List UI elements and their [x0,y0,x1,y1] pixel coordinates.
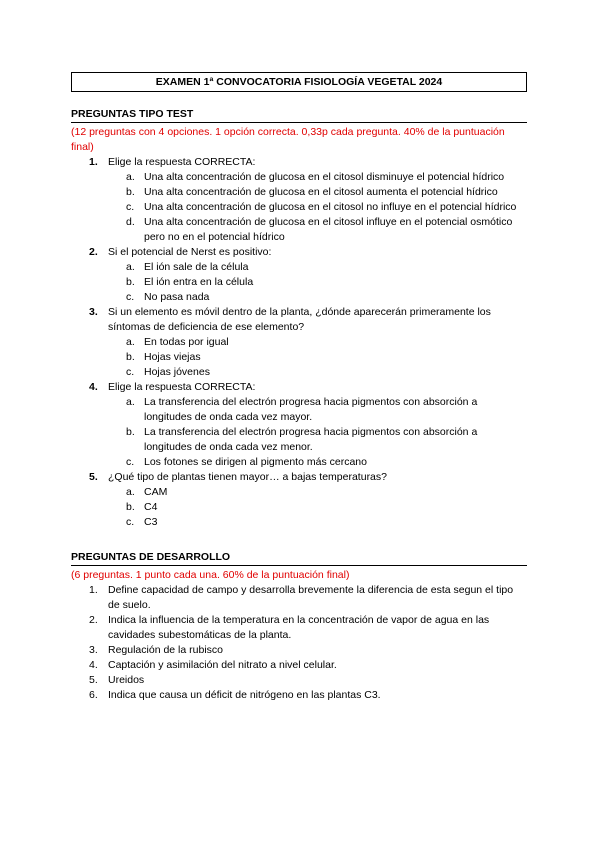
dev-section-note: (6 preguntas. 1 punto cada una. 60% de la puntuación final) [71,569,350,581]
dev-question-list [71,583,527,703]
question-number: 5. [89,674,98,686]
question-text: Si un elemento es móvil dentro de la planta, ¿dónde aparecerán primeramente los síntomas de deficiencia de ese elemento? [108,306,491,333]
option-letter: b. [126,186,135,198]
question-number: 6. [89,689,98,701]
answer-option [71,350,527,365]
option-text: La transferencia del electrón progresa hacia pigmentos con absorción a longitudes de onda cada vez mayor. [144,396,478,423]
dev-question [71,688,527,703]
question-text: Indica la influencia de la temperatura en la concentración de vapor de agua en las cavidades subestomáticas de la planta. [108,614,490,641]
test-section-heading: PREGUNTAS TIPO TEST [71,107,527,123]
question-number: 2. [89,614,98,626]
question-text: Captación y asimilación del nitrato a nivel celular. [108,659,337,671]
question-text: Indica que causa un déficit de nitrógeno en las plantas C3. [108,689,381,701]
option-letter: a. [126,486,135,498]
question-number: 4. [89,381,98,393]
question-text: Si el potencial de Nerst es positivo: [108,246,272,258]
option-text: La transferencia del electrón progresa hacia pigmentos con absorción a longitudes de onda cada vez menor. [144,426,478,453]
option-text: El ión entra en la célula [144,276,254,288]
option-text: Una alta concentración de glucosa en el citosol influye en el potencial osmótico pero no en el potencial hídrico [144,216,513,243]
option-letter: d. [126,216,135,228]
dev-question [71,613,527,643]
test-question [71,380,527,395]
option-text: CAM [144,486,168,498]
question-text: Ureidos [108,674,145,686]
option-letter: b. [126,501,135,513]
question-number: 1. [89,156,98,168]
test-question [71,155,527,170]
option-letter: c. [126,366,135,378]
test-question [71,470,527,485]
answer-option [71,455,527,470]
option-text: Una alta concentración de glucosa en el citosol aumenta el potencial hídrico [144,186,498,198]
answer-option [71,200,527,215]
option-text: Una alta concentración de glucosa en el citosol no influye en el potencial hídrico [144,201,517,213]
test-question-list [71,155,527,530]
option-letter: a. [126,336,135,348]
option-letter: c. [126,201,135,213]
option-letter: a. [126,396,135,408]
answer-option [71,425,527,455]
option-letter: b. [126,426,135,438]
option-letter: a. [126,261,135,273]
question-number: 3. [89,644,98,656]
option-text: Una alta concentración de glucosa en el citosol disminuye el potencial hídrico [144,171,505,183]
option-text: Hojas jóvenes [144,366,210,378]
question-text: Define capacidad de campo y desarrolla brevemente la diferencia de esta segun el tipo de suelo. [108,584,514,611]
option-text: El ión sale de la célula [144,261,249,273]
option-letter: c. [126,291,135,303]
option-letter: c. [126,516,135,528]
test-question [71,305,527,335]
answer-option [71,290,527,305]
option-text: C4 [144,501,158,513]
dev-question [71,643,527,658]
question-text: Elige la respuesta CORRECTA: [108,381,256,393]
question-text: Regulación de la rubisco [108,644,223,656]
dev-question [71,658,527,673]
dev-question [71,673,527,688]
answer-option [71,365,527,380]
answer-option [71,215,527,245]
test-section-note: (12 preguntas con 4 opciones. 1 opción correcta. 0,33p cada pregunta. 40% de la puntuación final) [71,126,505,153]
option-letter: b. [126,276,135,288]
exam-title: EXAMEN 1ª CONVOCATORIA FISIOLOGÍA VEGETAL 2024 [71,72,527,92]
dev-question [71,583,527,613]
answer-option [71,275,527,290]
option-text: C3 [144,516,158,528]
test-question [71,245,527,260]
option-text: Los fotones se dirigen al pigmento más cercano [144,456,367,468]
question-number: 4. [89,659,98,671]
answer-option [71,170,527,185]
answer-option [71,515,527,530]
question-number: 1. [89,584,98,596]
question-text: Elige la respuesta CORRECTA: [108,156,256,168]
answer-option [71,395,527,425]
question-number: 3. [89,306,98,318]
answer-option [71,185,527,200]
option-text: No pasa nada [144,291,210,303]
dev-section-heading: PREGUNTAS DE DESARROLLO [71,550,527,566]
answer-option [71,500,527,515]
answer-option [71,335,527,350]
option-letter: c. [126,456,135,468]
question-number: 5. [89,471,98,483]
answer-option [71,260,527,275]
option-letter: a. [126,171,135,183]
option-text: En todas por igual [144,336,229,348]
question-number: 2. [89,246,98,258]
answer-option [71,485,527,500]
option-text: Hojas viejas [144,351,201,363]
question-text: ¿Qué tipo de plantas tienen mayor… a bajas temperaturas? [108,471,387,483]
option-letter: b. [126,351,135,363]
